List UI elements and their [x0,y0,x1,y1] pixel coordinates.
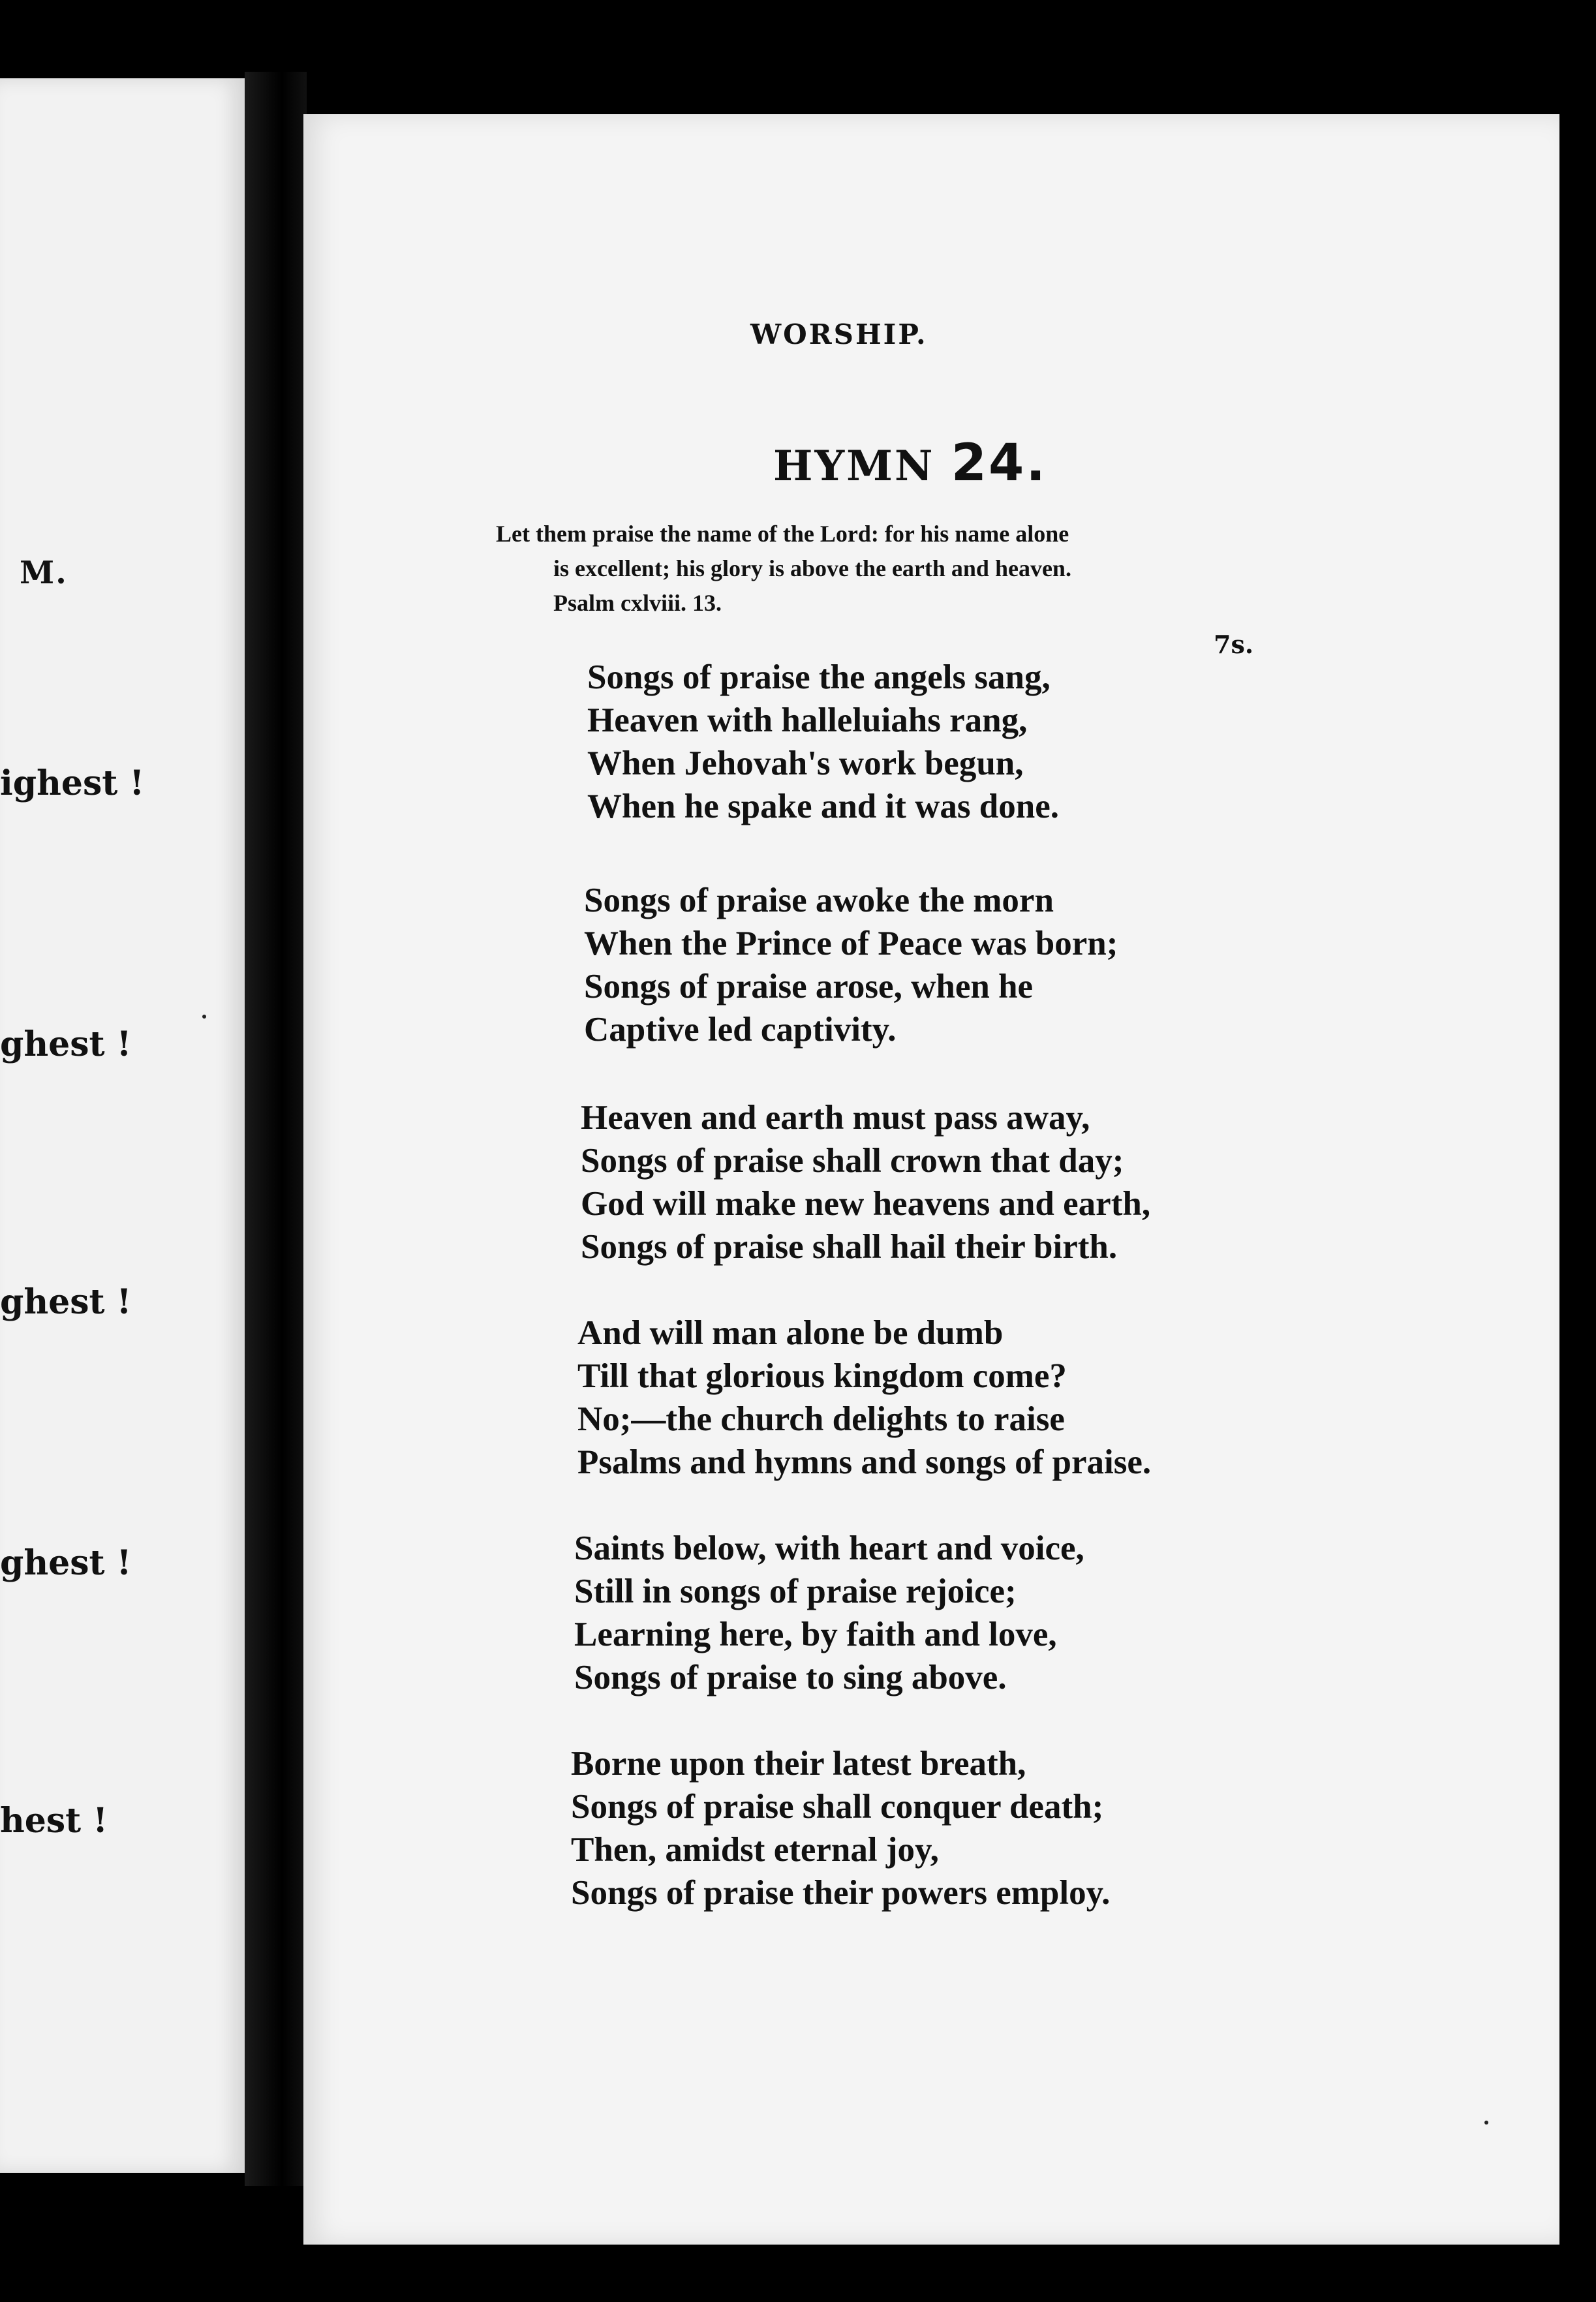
scripture-epigraph [496,517,1305,621]
left-page-fragment: ghest ! [0,1543,132,1583]
verse-line: When the Prince of Peace was born; [584,925,1118,962]
left-page-fragment: ighest ! [0,763,145,803]
verse-line: Songs of praise their powers employ. [571,1874,1111,1912]
verse-line: Heaven and earth must pass away, [581,1099,1090,1137]
stanza-6 [571,1742,1315,1914]
verse-line: Learning here, by faith and love, [574,1616,1057,1653]
epigraph-line: is excellent; his glory is above the earth and heaven. [553,555,1071,581]
section-header: WORSHIP. [750,318,928,350]
verse-line: Heaven with halleluiahs rang, [587,701,1028,739]
hymn-title [773,434,1047,493]
verse-line: Saints below, with heart and voice, [574,1529,1084,1567]
stanza-1 [587,656,1331,828]
stanza-5 [574,1527,1318,1699]
verse-line: Borne upon their latest breath, [571,1745,1026,1783]
verse-line: Songs of praise awoke the morn [584,882,1054,919]
verse-line: Songs of praise shall hail their birth. [581,1228,1118,1266]
verse-line: Till that glorious kingdom come? [577,1357,1067,1395]
verse-line: Songs of praise shall conquer death; [571,1788,1104,1826]
verse-line: And will man alone be dumb [577,1314,1004,1352]
epigraph-citation: Psalm cxlviii. 13. [553,590,722,616]
print-speck [202,1015,206,1019]
epigraph-line: Let them praise the name of the Lord: for his name alone [496,521,1069,547]
verse-line: Captive led captivity. [584,1011,897,1049]
book-gutter [245,72,307,2186]
stanza-4 [577,1312,1321,1484]
verse-line: God will make new heavens and earth, [581,1185,1151,1223]
verse-line: Psalms and hymns and songs of praise. [577,1443,1152,1481]
hymn-number: 24. [951,434,1047,493]
verse-line: When he spake and it was done. [587,788,1060,825]
verse-line: Songs of praise arose, when he [584,968,1034,1005]
left-page-fragment: M. [20,555,68,591]
stanza-3 [581,1096,1325,1268]
left-page-fragment: ghest ! [0,1282,132,1322]
stanza-2 [584,879,1328,1051]
meter-label: 7s. [1214,630,1254,659]
verse-line: Songs of praise shall crown that day; [581,1142,1124,1180]
verse-line: Songs of praise to sing above. [574,1659,1007,1696]
hymn-label: HYMN [773,442,935,491]
verse-line: When Jehovah's work begun, [587,744,1024,782]
left-page-fragment: hest ! [0,1801,108,1841]
left-facing-page [0,78,245,2173]
verse-line: Songs of praise the angels sang, [587,658,1051,696]
verse-line: Still in songs of praise rejoice; [574,1573,1017,1610]
print-speck [1484,2121,1488,2125]
left-page-fragment: ghest ! [0,1024,132,1064]
verse-line: Then, amidst eternal joy, [571,1831,939,1869]
verse-line: No;—the church delights to raise [577,1400,1065,1438]
